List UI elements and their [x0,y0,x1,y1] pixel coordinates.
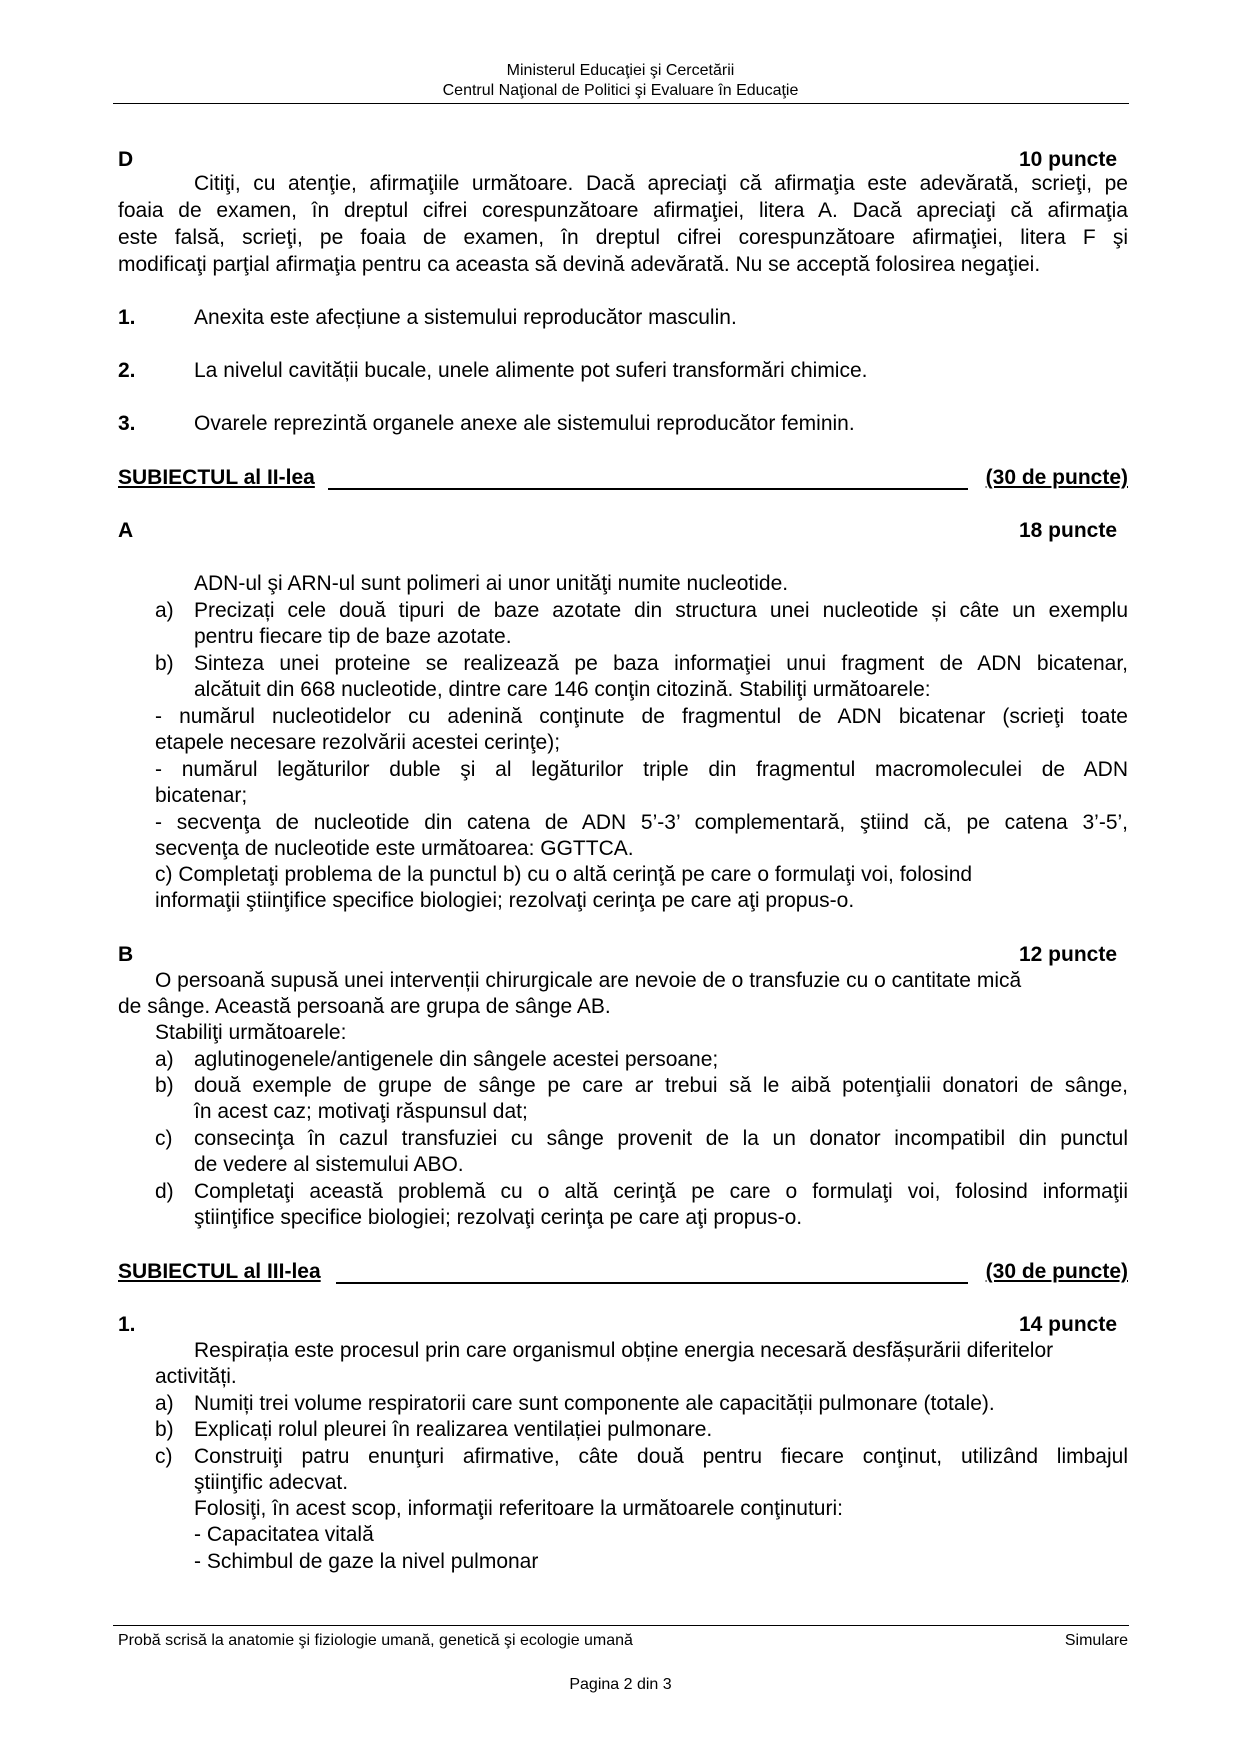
subject-2-b-item-line: aglutinogenele/antigenele din sângele acestei persoane; [194,1048,719,1071]
subject-2-b-points: 12 puncte [1018,943,1117,966]
subject-2-a-intro: ADN-ul şi ARN-ul sunt polimeri ai unor unităţi numite nucleotide. [194,572,789,595]
section-d-line-3: este falsă, scrieţi, pe foaia de examen, în dreptul cifrei corespunzătoare afirmaţiei, litera F şi [118,226,1128,249]
subject-3-q1-use: Folosiţi, în acest scop, informaţii referitoare la următoarele conţinuturi: [194,1497,843,1520]
subject-2-a-b-line-2: alcătuit din 668 nucleotide, dintre care 146 conţin citozină. Stabiliţi următoarele: [194,678,931,701]
subject-3-title: SUBIECTUL al III-lea [118,1260,321,1283]
subject-2-b-label: c) [155,1127,173,1150]
subject-3-q1-number: 1. [118,1313,136,1336]
subject-2-underline [328,488,968,490]
subject-2-a-c-line-1: c) Completaţi problema de la punctul b) cu o altă cerinţă pe care o formulaţi voi, folosind [155,863,973,886]
subject-2-a-a-line-2: pentru fiecare tip de baze azotate. [194,625,512,648]
subject-2-a-dash-2b: bicatenar; [155,784,248,807]
subject-3-q1-points: 14 puncte [1018,1313,1117,1336]
footer-rule [113,1625,1129,1626]
subject-2-a-points: 18 puncte [1018,519,1117,542]
subject-3-q1-intro-2: activități. [155,1365,237,1388]
subject-2-a-b-line-1: Sinteza unei proteine se realizează pe baza informaţiei unui fragment de ADN bicatenar, [194,652,1128,675]
subject-3-q1-topic-2: - Schimbul de gaze la nivel pulmonar [194,1550,539,1573]
subject-2-a-c-line-2: informaţii ştiinţifice specifice biologiei; rezolvaţi cerinţa pe care aţi propus-o. [155,889,855,912]
subject-3-q1-intro-1: Respirația este procesul prin care organismul obține energia necesară desfășurării diferitelor [194,1339,1054,1362]
subject-3-q1-item-line: Numiți trei volume respiratorii care sunt componente ale capacității pulmonare (totale). [194,1392,995,1415]
subject-2-b-item-line: ştiinţifice specifice biologiei; rezolvaţi cerinţa pe care aţi propus-o. [194,1206,803,1229]
footer-simulare: Simulare [1064,1632,1128,1649]
subject-2-b-item-line: Completaţi această problemă cu o altă cerinţă pe care o formulaţi voi, folosind informaţii [194,1180,1128,1203]
subject-2-b-item-line: de vedere al sistemului ABO. [194,1153,464,1176]
subject-2-title: SUBIECTUL al II-lea [118,466,315,489]
subject-3-q1-label: b) [155,1418,174,1441]
subject-3-q1-item-line: Explicați rolul pleurei în realizarea ventilației pulmonare. [194,1418,713,1441]
item-number: 2. [118,359,136,382]
subject-3-q1-item-line: ştiinţific adecvat. [194,1471,349,1494]
item-text: Ovarele reprezintă organele anexe ale sistemului reproducător feminin. [194,412,855,435]
subject-2-a-label-b: b) [155,652,174,675]
header-ministry: Ministerul Educaţiei şi Cercetării [506,62,735,79]
subject-3-underline [336,1282,968,1284]
subject-2-b-label: d) [155,1180,174,1203]
subject-2-a-dash-1a: - numărul nucleotidelor cu adenină conţinute de fragmentul de ADN bicatenar (scrieţi toate [155,705,1128,728]
subject-3-q1-item-line: Construiţi patru enunţuri afirmative, câte două pentru fiecare conţinut, utilizând limbajul [194,1445,1128,1468]
section-d-letter: D [118,148,134,171]
section-d-line-1: Citiţi, cu atenţie, afirmaţiile următoare. Dacă apreciaţi că afirmaţia este adevărată, scrieţi, pe [194,172,1128,195]
subject-2-b-line-1: O persoană supusă unei intervenții chirurgicale are nevoie de o transfuzie cu o cantitate mică [155,969,1022,992]
subject-2-a-letter: A [118,519,134,542]
subject-3-q1-topic-1: - Capacitatea vitală [194,1523,374,1546]
header-rule [113,103,1129,104]
item-text: La nivelul cavității bucale, unele alimente pot suferi transformări chimice. [194,359,868,382]
header-center: Centrul Naţional de Politici şi Evaluare în Educaţie [442,82,799,99]
subject-2-b-item-line: două exemple de grupe de sânge pe care ar trebui să le aibă potenţialii donatori de sânge, [194,1074,1128,1097]
subject-3-points: (30 de puncte) [985,1260,1128,1283]
subject-2-b-letter: B [118,943,134,966]
section-d-line-4: modificaţi parţial afirmaţia pentru ca aceasta să devină adevărată. Nu se acceptă folosirea negaţiei. [118,253,1041,276]
subject-2-a-dash-3b: secvenţa de nucleotide este următoarea: GGTTCA. [155,837,634,860]
subject-2-a-dash-1b: etapele necesare rezolvării acestei cerinţe); [155,731,561,754]
subject-2-a-dash-3a: - secvenţa de nucleotide din catena de ADN 5’-3’ complementară, ştiind că, pe catena 3’-5’, [155,811,1128,834]
item-number: 3. [118,412,136,435]
subject-2-a-a-line-1: Precizați cele două tipuri de baze azotate din structura unei nucleotide și câte un exemplu [194,599,1128,622]
page-number: Pagina 2 din 3 [569,1676,672,1693]
footer-exam-name: Probă scrisă la anatomie şi fiziologie umană, genetică şi ecologie umană [118,1632,633,1649]
subject-3-q1-label: c) [155,1445,173,1468]
item-number: 1. [118,306,136,329]
subject-2-b-item-line: consecinţa în cazul transfuziei cu sânge provenit de la un donator incompatibil din punctul [194,1127,1128,1150]
item-text: Anexita este afecțiune a sistemului reproducător masculin. [194,306,737,329]
subject-2-b-line-2: de sânge. Această persoană are grupa de sânge AB. [118,995,611,1018]
subject-2-points: (30 de puncte) [985,466,1128,489]
subject-2-b-label: b) [155,1074,174,1097]
subject-2-b-label: a) [155,1048,174,1071]
subject-2-a-dash-2a: - numărul legăturilor duble şi al legăturilor triple din fragmentul macromoleculei de ADN [155,758,1128,781]
subject-2-b-item-line: în acest caz; motivaţi răspunsul dat; [194,1100,528,1123]
section-d-line-2: foaia de examen, în dreptul cifrei corespunzătoare afirmaţiei, litera A. Dacă apreciaţi că afirmaţia [118,199,1128,222]
subject-2-b-line-3: Stabiliţi următoarele: [155,1021,347,1044]
subject-2-a-label-a: a) [155,599,174,622]
section-d-points: 10 puncte [1018,148,1117,171]
subject-3-q1-label: a) [155,1392,174,1415]
